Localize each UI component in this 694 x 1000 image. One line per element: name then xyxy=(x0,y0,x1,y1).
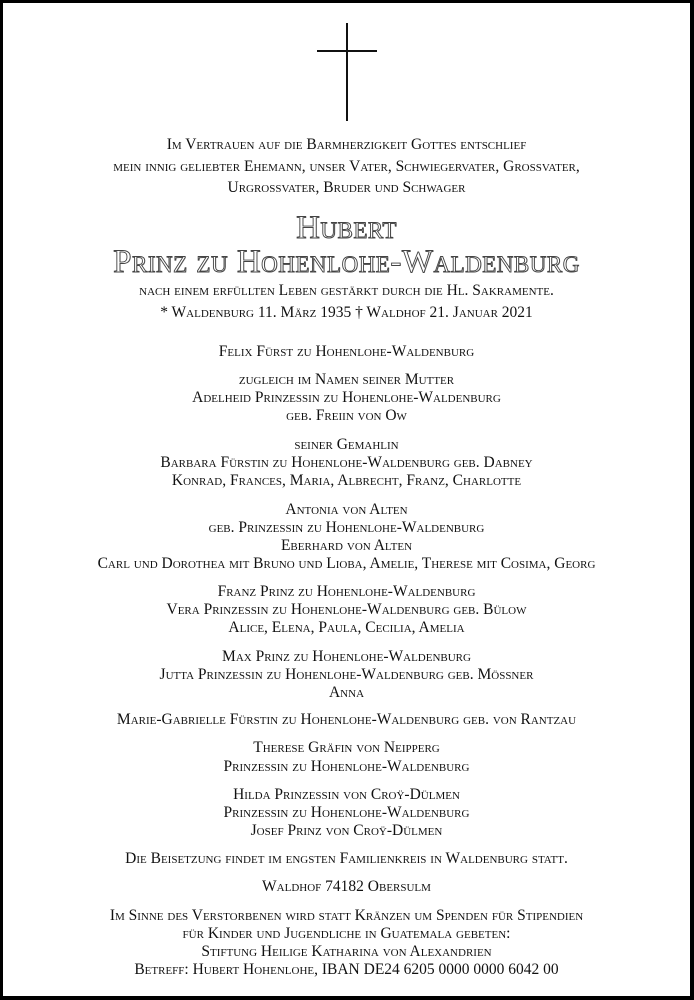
mourner-line: Carl und Dorothea mit Bruno und Lioba, Amelie, Therese mit Cosima, Georg xyxy=(97,555,596,572)
donation-line: Betreff: Hubert Hohenlohe, IBAN DE24 6205 0000 0000 6042 00 xyxy=(134,961,559,978)
deceased-first-name: Hubert xyxy=(296,210,397,246)
mourner-line: Eberhard von Alten xyxy=(280,537,413,554)
mourner-line: Therese Gräfin von Neipperg xyxy=(253,739,440,756)
mourner-line: Konrad, Frances, Maria, Albrecht, Franz, Charlotte xyxy=(171,472,522,489)
mourner-line: Alice, Elena, Paula, Cecilia, Amelia xyxy=(228,619,465,636)
mourner-line: Antonia von Alten xyxy=(285,501,408,518)
deceased-title-name: Prinz zu Hohenlohe-Waldenburg xyxy=(113,244,580,280)
mourner-line: Anna xyxy=(328,684,365,701)
mourner-line: Prinzessin zu Hohenlohe-Waldenburg xyxy=(223,804,470,821)
mourner-line: Franz Prinz zu Hohenlohe-Waldenburg xyxy=(217,583,476,600)
mourner-line: geb. Prinzessin zu Hohenlohe-Waldenburg xyxy=(208,519,485,536)
mourner-line: geb. Freiin von Ow xyxy=(286,407,407,424)
subtitle: nach einem erfüllten Leben gestärkt durch die Hl. Sakramente. xyxy=(139,282,554,299)
mourner-line: Hilda Prinzessin von Croÿ-Dülmen xyxy=(233,786,460,803)
mourner-line: seiner Gemahlin xyxy=(294,436,399,453)
intro-line: Urgrossvater, Bruder und Schwager xyxy=(227,179,466,196)
donation-line: für Kinder und Jugendliche in Guatemala gebeten: xyxy=(182,925,511,942)
mourner-line: zugleich im Namen seiner Mutter xyxy=(238,371,455,388)
donation-line: Im Sinne des Verstorbenen wird statt Kränzen um Spenden für Stipendien xyxy=(109,907,584,924)
mourner-line: Marie-Gabrielle Fürstin zu Hohenlohe-Waldenburg geb. von Rantzau xyxy=(116,711,577,728)
mourner-line: Jutta Prinzessin zu Hohenlohe-Waldenburg geb. Mössner xyxy=(159,666,534,683)
intro-line: Im Vertrauen auf die Barmherzigkeit Gottes entschlief xyxy=(166,136,527,153)
burial-notice: Die Beisetzung findet im engsten Familienkreis in Waldenburg statt. xyxy=(125,850,568,867)
life-dates: * Waldenburg 11. März 1935 † Waldhof 21. Januar 2021 xyxy=(160,304,533,321)
mourner-line: Max Prinz zu Hohenlohe-Waldenburg xyxy=(222,648,471,665)
cross-horizontal-bar xyxy=(317,50,377,52)
donation-line: Stiftung Heilige Katharina von Alexandrien xyxy=(201,943,492,960)
mourner-line: Adelheid Prinzessin zu Hohenlohe-Waldenburg xyxy=(192,389,501,406)
mourner-line: Felix Fürst zu Hohenlohe-Waldenburg xyxy=(218,343,475,360)
mourner-line: Vera Prinzessin zu Hohenlohe-Waldenburg geb. Bülow xyxy=(166,601,527,618)
cross-vertical-bar xyxy=(346,23,348,121)
intro-line: mein innig geliebter Ehemann, unser Vater, Schwiegervater, Grossvater, xyxy=(113,158,580,175)
mourner-line: Josef Prinz von Croÿ-Dülmen xyxy=(250,822,443,839)
address: Waldhof 74182 Obersulm xyxy=(262,878,431,895)
mourner-line: Prinzessin zu Hohenlohe-Waldenburg xyxy=(223,758,470,775)
mourner-line: Barbara Fürstin zu Hohenlohe-Waldenburg geb. Dabney xyxy=(160,454,533,471)
